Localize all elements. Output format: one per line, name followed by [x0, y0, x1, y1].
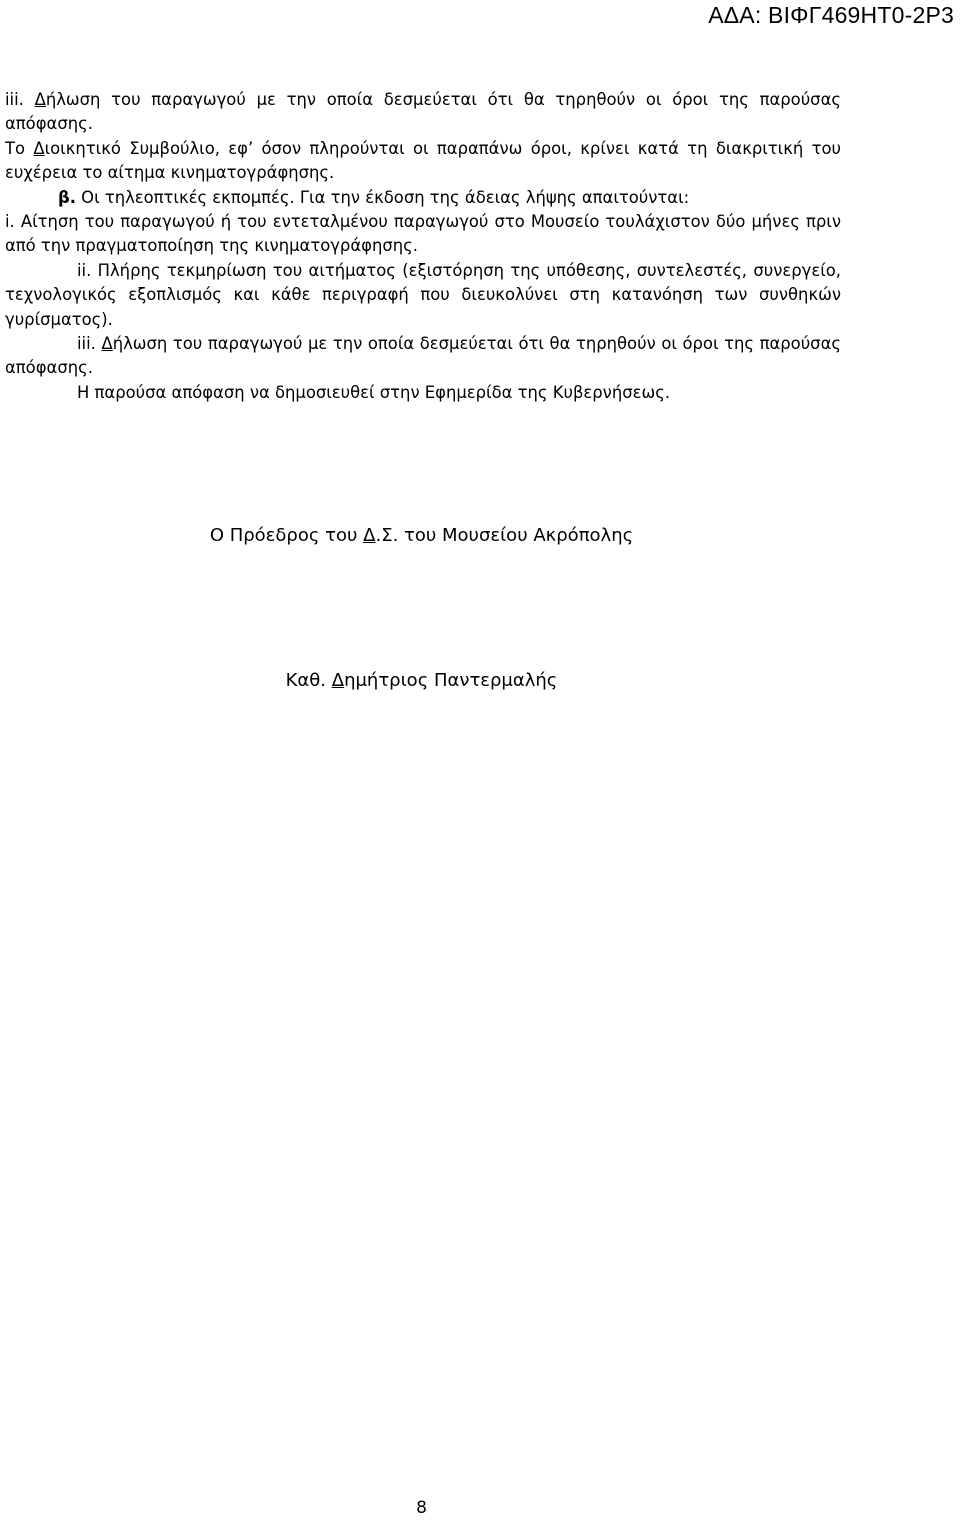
- signature-title: [0, 524, 843, 548]
- signature-name-suffix: ημήτριος Παντερμαλής: [344, 670, 558, 691]
- section-label: β.: [58, 187, 76, 207]
- paragraph-text: i. Αίτηση του παραγωγού ή του εντεταλμένου παραγωγού στο Μουσείο τουλάχιστον δύο μήνες πριν από την πραγματοποίηση της κινηματογράφησης.: [5, 212, 841, 256]
- item-prefix: iii.: [77, 334, 102, 354]
- paragraph-text: ήλωση του παραγωγού με την οποία δεσμεύεται ότι θα τηρηθούν οι όροι της παρούσας απόφασης.: [5, 90, 841, 134]
- signature-title-prefix: Ο Πρόεδρος του: [209, 525, 364, 546]
- paragraph-text: Οι τηλεοπτικές εκπομπές. Για την έκδοση της άδειας λήψης απαιτούνται:: [75, 187, 690, 207]
- item-prefix: iii.: [5, 90, 35, 109]
- ada-header: ΑΔΑ: ΒΙΦΓ469ΗΤ0-2Ρ3: [708, 2, 954, 28]
- document-body: [5, 88, 841, 405]
- paragraph-documentation: [5, 259, 841, 332]
- signature-name-prefix: Καθ.: [285, 670, 332, 691]
- paragraph-prefix: Το: [5, 138, 34, 158]
- paragraph-publication: [5, 381, 841, 405]
- paragraph-text: ii. Πλήρης τεκμηρίωση του αιτήματος (εξιστόρηση της υπόθεσης, συντελεστές, συνεργείο, τεχνολογικός εξοπλισμός και κάθε περιγραφή που διευκολύνει στη κατανόηση των συνθηκών γυρίσματος).: [5, 260, 841, 329]
- underlined-letter: Δ: [34, 90, 46, 109]
- underlined-letter: Δ: [331, 670, 345, 691]
- paragraph-text: Η παρούσα απόφαση να δημοσιευθεί στην Εφημερίδα της Κυβερνήσεως.: [77, 382, 671, 402]
- underlined-letter: Δ: [363, 525, 376, 546]
- signature-title-suffix: .Σ. του Μουσείου Ακρόπολης: [375, 525, 634, 546]
- paragraph-board: [5, 137, 841, 186]
- underlined-letter: Δ: [33, 138, 45, 158]
- paragraph-text: ήλωση του παραγωγού με την οποία δεσμεύεται ότι θα τηρηθούν οι όροι της παρούσας απόφασης.: [5, 334, 841, 378]
- underlined-letter: Δ: [101, 334, 113, 354]
- paragraph-text: ιοικητικό Συμβούλιο, εφ’ όσον πληρούνται οι παραπάνω όροι, κρίνει κατά τη διακριτική του ευχέρεια το αίτημα κινηματογράφησης.: [5, 138, 841, 183]
- page-number: 8: [416, 1498, 427, 1518]
- paragraph-tv-broadcasts: [5, 186, 841, 210]
- paragraph-application: [5, 210, 841, 259]
- paragraph-declaration-1: [5, 88, 841, 137]
- paragraph-declaration-2: [5, 332, 841, 381]
- signature-name: [0, 669, 843, 693]
